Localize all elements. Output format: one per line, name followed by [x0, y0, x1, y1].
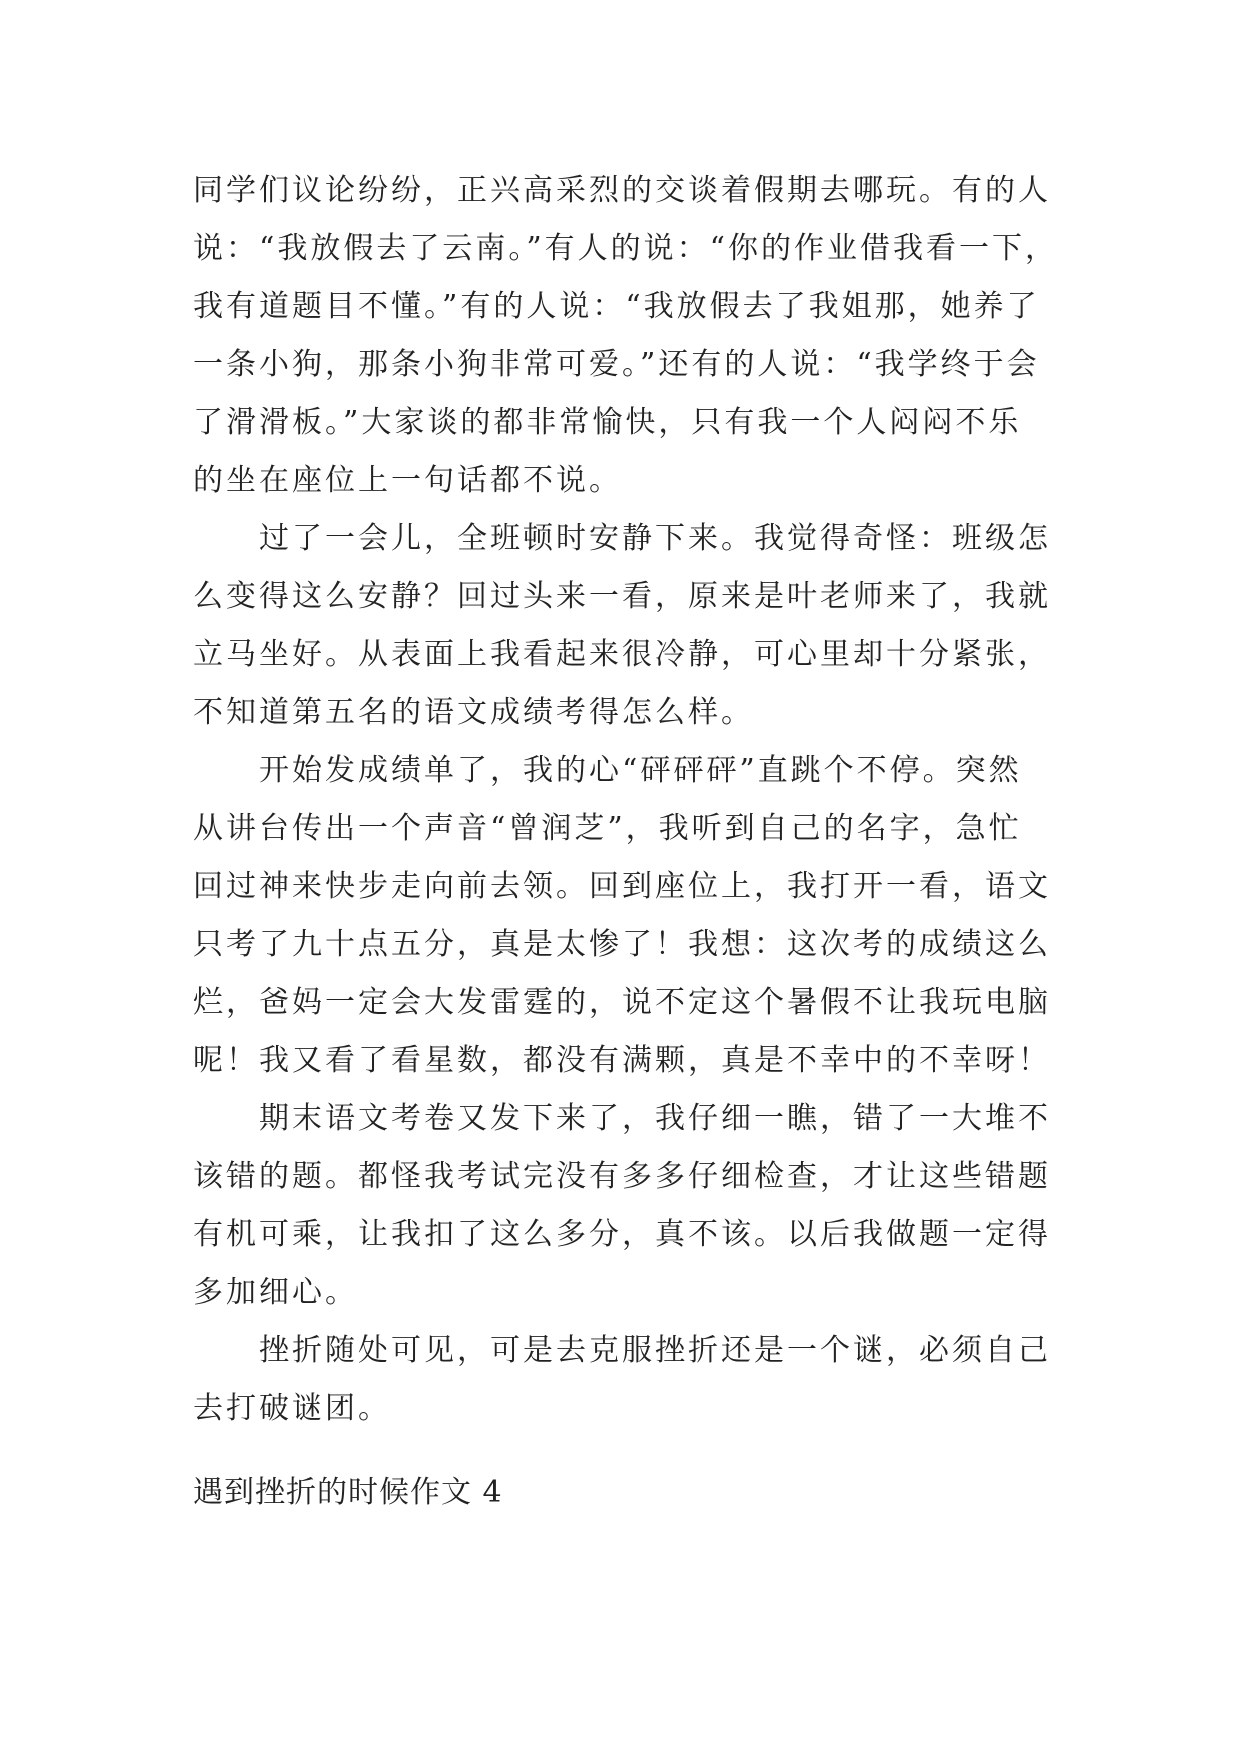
- text-line: 么变得这么安静？回过头来一看，原来是叶老师来了，我就: [193, 579, 1051, 614]
- text-line: 我有道题目不懂。”有的人说：“我放假去了我姐那，她养了: [193, 289, 1040, 324]
- text-line: 烂，爸妈一定会大发雷霆的，说不定这个暑假不让我玩电脑: [193, 985, 1051, 1020]
- text-line: 该错的题。都怪我考试完没有多多仔细检查，才让这些错题: [193, 1159, 1051, 1194]
- text-line: 只考了九十点五分，真是太惨了！我想：这次考的成绩这么: [193, 927, 1051, 962]
- essay-body: [193, 162, 1059, 1438]
- text-line: 多加细心。: [193, 1275, 358, 1310]
- text-line: 期末语文考卷又发下来了，我仔细一瞧，错了一大堆不: [193, 1101, 1051, 1136]
- text-line: 有机可乘，让我扣了这么多分，真不该。以后我做题一定得: [193, 1217, 1051, 1252]
- text-line: 立马坐好。从表面上我看起来很冷静，可心里却十分紧张，: [193, 637, 1051, 672]
- text-line: 过了一会儿，全班顿时安静下来。我觉得奇怪：班级怎: [193, 521, 1051, 556]
- text-line: 去打破谜团。: [193, 1391, 391, 1426]
- text-line: 开始发成绩单了，我的心“砰砰砰”直跳个不停。突然: [193, 753, 1022, 788]
- text-line: 挫折随处可见，可是去克服挫折还是一个谜，必须自己: [193, 1333, 1051, 1368]
- text-line: 从讲台传出一个声音“曾润芝”，我听到自己的名字，急忙: [193, 811, 1022, 846]
- text-line: 呢！我又看了看星数，都没有满颗，真是不幸中的不幸呀！: [193, 1043, 1051, 1078]
- text-line: 了滑滑板。”大家谈的都非常愉快，只有我一个人闷闷不乐: [193, 405, 1022, 440]
- text-line: 的坐在座位上一句话都不说。: [193, 463, 622, 498]
- text-line: 回过神来快步走向前去领。回到座位上，我打开一看，语文: [193, 869, 1051, 904]
- section-heading: 遇到挫折的时候作文 4: [193, 1475, 503, 1510]
- text-line: 说：“我放假去了云南。”有人的说：“你的作业借我看一下，: [193, 231, 1059, 266]
- text-line: 不知道第五名的语文成绩考得怎么样。: [193, 695, 754, 730]
- text-line: 一条小狗，那条小狗非常可爱。”还有的人说：“我学终于会: [193, 347, 1040, 382]
- text-line: 同学们议论纷纷，正兴高采烈的交谈着假期去哪玩。有的人: [193, 173, 1051, 208]
